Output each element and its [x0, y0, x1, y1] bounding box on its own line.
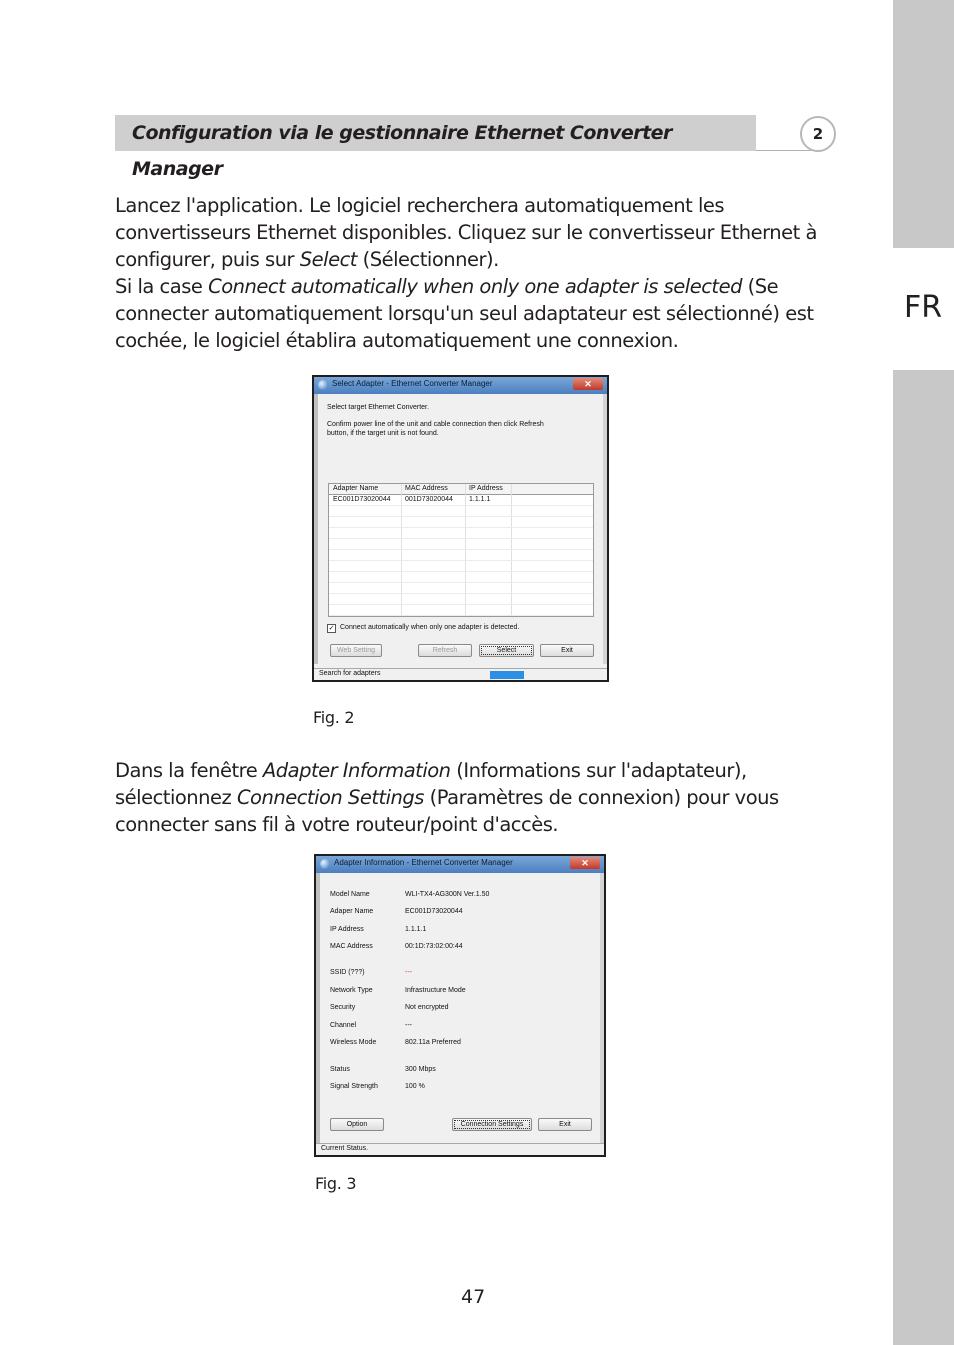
adapter-list[interactable]: [328, 483, 594, 617]
section-divider: [756, 150, 818, 151]
text-line: Si la case Connect automatically when only one adapter is selected (Se: [115, 275, 779, 298]
status-bar: [314, 668, 607, 680]
select-button[interactable]: Select: [479, 644, 534, 657]
close-button[interactable]: ✕: [573, 378, 603, 390]
status-text: Current Status.: [321, 1145, 369, 1152]
app-icon: [320, 859, 330, 869]
security-label: Security: [330, 1004, 356, 1011]
adapter-info-paragraph: [115, 757, 835, 838]
mac-address-cell: 001D73020044: [405, 496, 453, 503]
web-setting-button[interactable]: Web Setting: [330, 644, 382, 657]
page-number: 47: [461, 1286, 486, 1308]
text-line: Dans la fenêtre Adapter Information (Informations sur l'adaptateur),: [115, 759, 747, 782]
text-line: connecter automatiquement lorsqu'un seul adaptateur est sélectionné) est: [115, 302, 814, 325]
wireless-mode-label: Wireless Mode: [330, 1039, 377, 1046]
ip-address-value: 1.1.1.1: [405, 926, 427, 933]
side-tab-top: [893, 0, 954, 248]
window-title: Adapter Information - Ethernet Converter Manager: [334, 858, 513, 867]
exit-button[interactable]: Exit: [538, 1118, 592, 1131]
adapter-information-window: [314, 854, 606, 1157]
model-name-label: Model Name: [330, 891, 370, 898]
status-label: Status: [330, 1066, 350, 1073]
ip-address-cell: 1.1.1.1: [469, 496, 491, 503]
refresh-button[interactable]: Refresh: [418, 644, 472, 657]
ssid-label: SSID (???): [330, 969, 365, 976]
column-header-ip-address[interactable]: IP Address: [469, 485, 503, 492]
window-left-frame: [316, 873, 320, 1143]
section-title: Configuration via le gestionnaire Ethernet Converter Manager: [115, 115, 756, 151]
auto-connect-checkbox[interactable]: ✓: [328, 625, 335, 632]
app-icon: [318, 380, 328, 390]
option-button[interactable]: Option: [330, 1118, 384, 1131]
adapter-name-value: EC001D73020044: [405, 908, 463, 915]
status-bar: [316, 1143, 604, 1155]
language-tab-label: FR: [904, 290, 943, 325]
exit-button[interactable]: Exit: [540, 644, 594, 657]
window-titlebar: [314, 377, 607, 394]
window-titlebar: [316, 856, 604, 873]
window-right-frame: [600, 873, 604, 1143]
column-header-mac-address[interactable]: MAC Address: [405, 485, 448, 492]
wireless-mode-value: 802.11a Preferred: [405, 1039, 461, 1046]
intro-paragraph: [115, 192, 835, 354]
figure-caption: Fig. 2: [313, 708, 355, 727]
instruction-text: button, if the target unit is not found.: [327, 430, 439, 437]
channel-label: Channel: [330, 1022, 357, 1029]
search-progress-bar: [490, 671, 524, 679]
security-value: Not encrypted: [405, 1004, 449, 1011]
adapter-name-label: Adaper Name: [330, 908, 374, 915]
window-left-frame: [314, 394, 318, 664]
mac-address-value: 00:1D:73:02:00:44: [405, 943, 463, 950]
window-right-frame: [603, 394, 607, 664]
status-text: Search for adapters: [319, 670, 381, 677]
ssid-value: ---: [405, 969, 412, 976]
side-tab-bottom: [893, 370, 954, 1345]
text-line: cochée, le logiciel établira automatiquement une connexion.: [115, 329, 679, 352]
table-row[interactable]: [329, 495, 593, 506]
select-adapter-window: [312, 375, 609, 682]
auto-connect-label: Connect automatically when only one adapter is detected.: [340, 624, 520, 631]
figure-caption: Fig. 3: [315, 1174, 357, 1193]
network-type-value: Infrastructure Mode: [405, 987, 466, 994]
connection-settings-button[interactable]: Connection Settings: [452, 1118, 532, 1131]
close-button[interactable]: ✕: [570, 857, 600, 869]
text-line: convertisseurs Ethernet disponibles. Cliquez sur le convertisseur Ethernet à: [115, 221, 817, 244]
window-title: Select Adapter - Ethernet Converter Manager: [332, 379, 493, 388]
status-value: 300 Mbps: [405, 1066, 436, 1073]
network-type-label: Network Type: [330, 987, 373, 994]
signal-strength-value: 100 %: [405, 1083, 425, 1090]
mac-address-label: MAC Address: [330, 943, 373, 950]
instruction-text: Confirm power line of the unit and cable connection then click Refresh: [327, 421, 544, 428]
text-line: connecter sans fil à votre routeur/point d'accès.: [115, 813, 559, 836]
text-line: configurer, puis sur Select (Sélectionner).: [115, 248, 499, 271]
ip-address-label: IP Address: [330, 926, 364, 933]
column-header-adapter-name[interactable]: Adapter Name: [333, 485, 379, 492]
instruction-text: Select target Ethernet Converter.: [327, 404, 429, 411]
section-number-badge: 2: [800, 116, 836, 152]
list-header: [329, 484, 593, 495]
text-line: Lancez l'application. Le logiciel recherchera automatiquement les: [115, 194, 725, 217]
signal-strength-label: Signal Strength: [330, 1083, 378, 1090]
text-line: sélectionnez Connection Settings (Paramètres de connexion) pour vous: [115, 786, 779, 809]
adapter-name-cell: EC001D73020044: [333, 496, 391, 503]
channel-value: ---: [405, 1022, 412, 1029]
model-name-value: WLI-TX4-AG300N Ver.1.50: [405, 891, 490, 898]
